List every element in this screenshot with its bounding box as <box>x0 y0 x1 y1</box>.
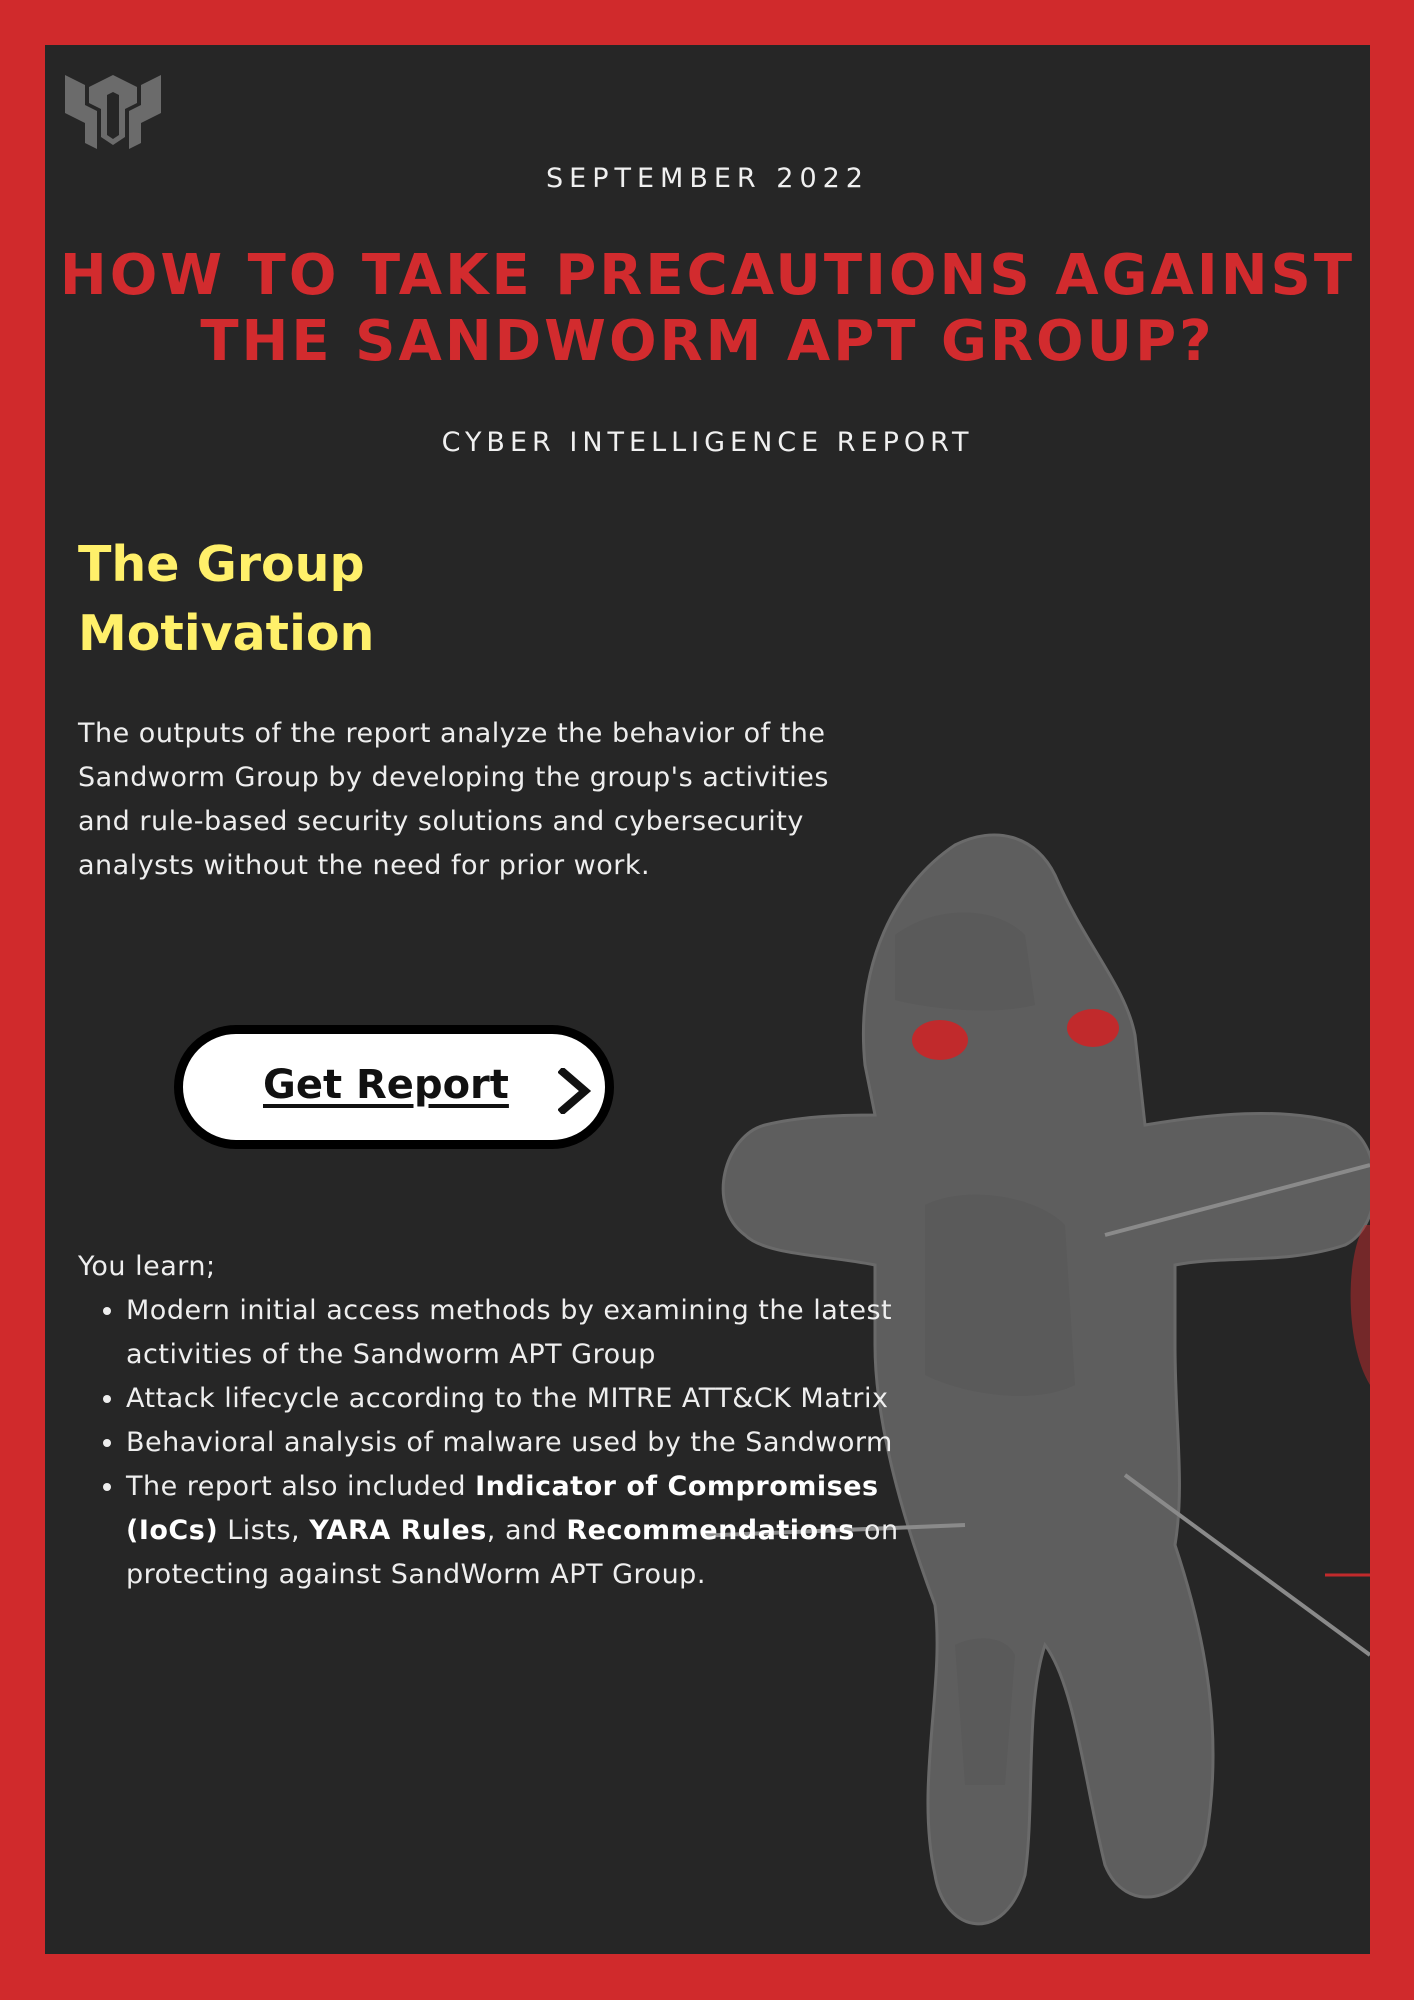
page-title-line-2: THE SANDWORM APT GROUP? <box>200 309 1215 374</box>
section-heading-line-2: Motivation <box>78 605 375 662</box>
learn-list <box>78 1289 916 1597</box>
report-subtitle: CYBER INTELLIGENCE REPORT <box>441 427 974 458</box>
shield-logo-icon <box>63 65 163 149</box>
section-body: The outputs of the report analyze the behavior of the Sandworm Group by developing the group's activities and rule-based security solutions and cybersecurity analysts without the need for prior work. <box>78 718 829 881</box>
page-title <box>45 243 1370 375</box>
recommendations-emphasis: Recommendations <box>566 1515 855 1546</box>
get-report-label: Get Report <box>263 1062 509 1108</box>
report-date: SEPTEMBER 2022 <box>546 163 869 194</box>
section-heading-line-1: The Group <box>78 536 365 593</box>
learn-intro: You learn; <box>78 1251 216 1282</box>
list-item-text: on protecting against SandWorm APT Group. <box>126 1515 899 1590</box>
list-item-text: Lists, <box>218 1515 310 1546</box>
page-title-line-1: HOW TO TAKE PRECAUTIONS AGAINST <box>59 243 1356 308</box>
list-item: • Behavioral analysis of malware used by the Sandworm <box>126 1421 916 1465</box>
list-item-text: The report also included <box>126 1471 476 1502</box>
section-heading <box>78 530 374 668</box>
list-item: • Modern initial access methods by examining the latest activities of the Sandworm APT Group <box>126 1289 916 1377</box>
list-item <box>126 1465 916 1597</box>
yara-emphasis: YARA Rules <box>309 1515 487 1546</box>
list-item: • Attack lifecycle according to the MITRE ATT&CK Matrix <box>126 1377 916 1421</box>
get-report-button[interactable] <box>174 1025 614 1149</box>
report-panel <box>45 45 1370 1954</box>
chevron-right-icon <box>558 1068 592 1114</box>
iocs-emphasis: Indicator of Compromises (IoCs) <box>126 1471 879 1546</box>
list-item-text: , and <box>486 1515 567 1546</box>
